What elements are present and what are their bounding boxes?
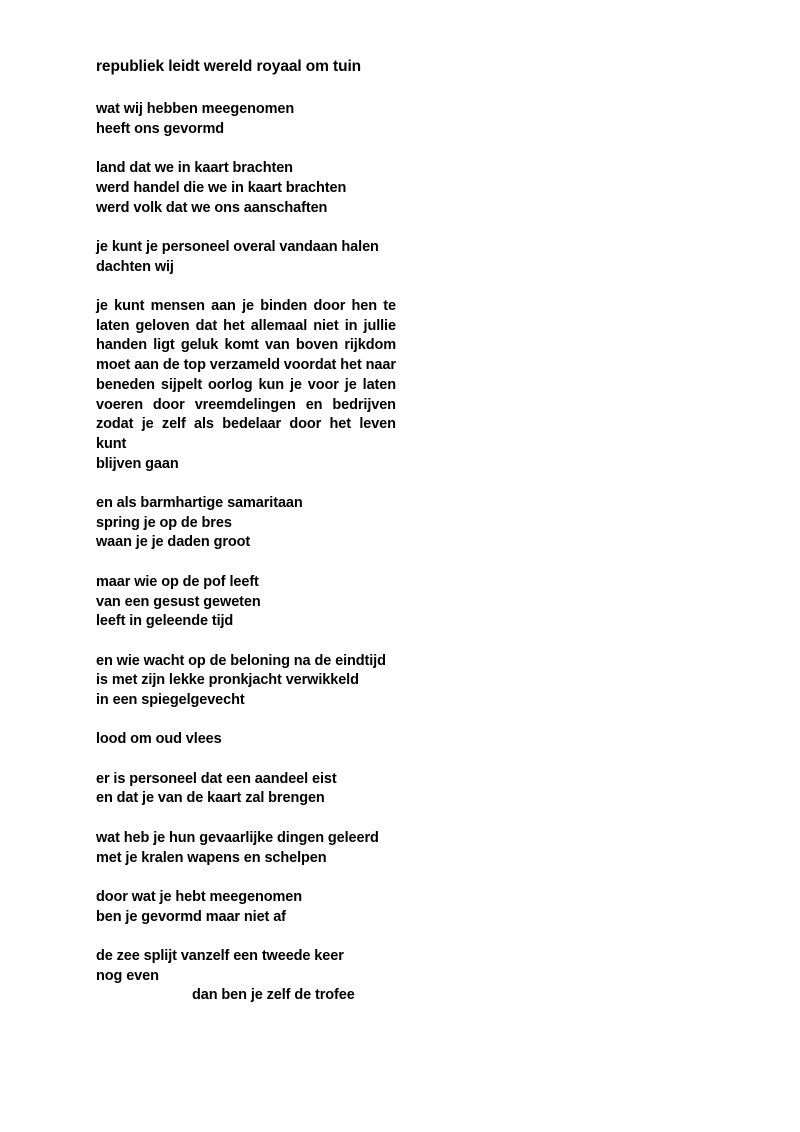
poem-line: blijven gaan [96, 455, 179, 472]
poem-word: het [223, 317, 245, 334]
poem-word: je [96, 297, 108, 314]
poem-word: naar [365, 357, 396, 374]
poem-line [96, 376, 396, 396]
poem-line: de zee splijt vanzelf een tweede keer [96, 948, 344, 965]
poem-word: het [329, 416, 351, 433]
poem-word: voeren [96, 396, 143, 413]
poem-line: wat heb je hun gevaarlijke dingen geleerd [96, 829, 379, 846]
poem-line: werd volk dat we ons aanschaften [96, 199, 328, 216]
poem-line [96, 356, 396, 376]
poem-word: binden [260, 297, 308, 314]
poem-word: niet [313, 317, 339, 334]
poem-line: dachten wij [96, 258, 174, 275]
poem-word: je [242, 297, 254, 314]
poem-word: te [383, 297, 396, 314]
poem-word: ligt [153, 337, 175, 354]
poem-word: rijkdom [344, 337, 396, 354]
poem-line: ben je gevormd maar niet af [96, 908, 286, 925]
poem-line: en dat je van de kaart zal brengen [96, 790, 325, 807]
poem-word: aan [211, 297, 236, 314]
poem-line: met je kralen wapens en schelpen [96, 849, 327, 866]
poem-word: bedelaar [222, 416, 282, 433]
poem-line: is met zijn lekke pronkjacht verwikkeld [96, 672, 359, 689]
poem-line: dan ben je zelf de trofee [192, 987, 355, 1004]
poem-word: handen [96, 337, 147, 354]
poem-line: werd handel die we in kaart brachten [96, 179, 347, 196]
poem-word: bedrijven [332, 396, 396, 413]
poem-word: boven [295, 337, 339, 354]
poem-stanza [96, 494, 704, 553]
poem-stanza [96, 100, 704, 139]
poem-stanza [96, 770, 704, 809]
poem-word: voordat [283, 357, 337, 374]
poem-stanza [96, 730, 704, 750]
poem-word: top [183, 357, 206, 374]
poem-word: zelf [161, 416, 186, 433]
poem-line [96, 336, 396, 356]
poem-word: door [152, 396, 185, 413]
poem-stanza [96, 829, 704, 868]
poem-word: geloven [135, 317, 190, 334]
poem-line: maar wie op de pof leeft [96, 573, 259, 590]
poem-word: laten [96, 317, 130, 334]
poem-word: kun [258, 376, 284, 393]
poem-word: kunt [114, 297, 145, 314]
poem-line: en wie wacht op de beloning na de eindtijd [96, 652, 386, 669]
poem-word: allemaal [250, 317, 308, 334]
poem-stanza [96, 947, 704, 1006]
poem-word: komt [224, 337, 259, 354]
poem-line: kunt [96, 435, 127, 452]
poem-body [96, 100, 704, 1006]
poem-word: het [340, 357, 362, 374]
poem-word: hen [351, 297, 378, 314]
poem-line [96, 415, 396, 435]
poem-title: republiek leidt wereld royaal om tuin [96, 58, 362, 75]
poem-line: en als barmhartige samaritaan [96, 495, 303, 511]
poem-word: door [289, 416, 322, 433]
poem-line: er is personeel dat een aandeel eist [96, 770, 337, 787]
poem-word: moet [96, 357, 131, 374]
poem-word: mensen [150, 297, 205, 314]
poem-line [96, 396, 396, 416]
poem-line: door wat je hebt meegenomen [96, 888, 302, 905]
poem-stanza [96, 159, 704, 218]
poem-word: en [305, 396, 323, 413]
poem-word: laten [362, 376, 396, 393]
poem-line: van een gesust geweten [96, 593, 261, 610]
poem-word: de [162, 357, 180, 374]
poem-stanza [96, 238, 704, 277]
poem-word: aan [134, 357, 159, 374]
poem-word: als [194, 416, 214, 433]
poem-word: beneden [96, 376, 155, 393]
poem-word: door [313, 297, 346, 314]
poem-stanza [96, 297, 704, 474]
poem-line: heeft ons gevormd [96, 120, 225, 137]
poem-word: sijpelt [160, 376, 203, 393]
poem-line: je kunt je personeel overal vandaan halen [96, 238, 379, 255]
poem-word: van [264, 337, 290, 354]
poem-line: wat wij hebben meegenomen [96, 101, 295, 117]
poem-stanza [96, 573, 704, 632]
poem-word: leven [359, 416, 396, 433]
poem-stanza [96, 888, 704, 927]
poem-line: lood om oud vlees [96, 731, 222, 748]
poem-word: dat [195, 317, 218, 334]
poem-line: in een spiegelgevecht [96, 692, 245, 708]
poem-stanza [96, 652, 704, 711]
poem-line: waan je je daden groot [96, 534, 251, 551]
poem-word: in [344, 317, 358, 334]
poem-word: je [344, 376, 357, 393]
poem-word: je [289, 376, 302, 393]
poem-word: vreemdelingen [194, 396, 296, 413]
poem-line: land dat we in kaart brachten [96, 160, 293, 177]
poem-word: verzameld [209, 357, 280, 374]
poem-line [96, 297, 396, 317]
poem-word: jullie [363, 317, 396, 334]
poem-word: zodat [96, 416, 134, 433]
poem-word: geluk [180, 337, 219, 354]
poem-line: spring je op de bres [96, 514, 232, 531]
poem-line [96, 317, 396, 337]
poem-word: oorlog [208, 376, 253, 393]
poem-line: nog even [96, 967, 159, 984]
poem-line: leeft in geleende tijd [96, 613, 234, 630]
poem-word: voor [307, 376, 339, 393]
poem-word: je [141, 416, 154, 433]
